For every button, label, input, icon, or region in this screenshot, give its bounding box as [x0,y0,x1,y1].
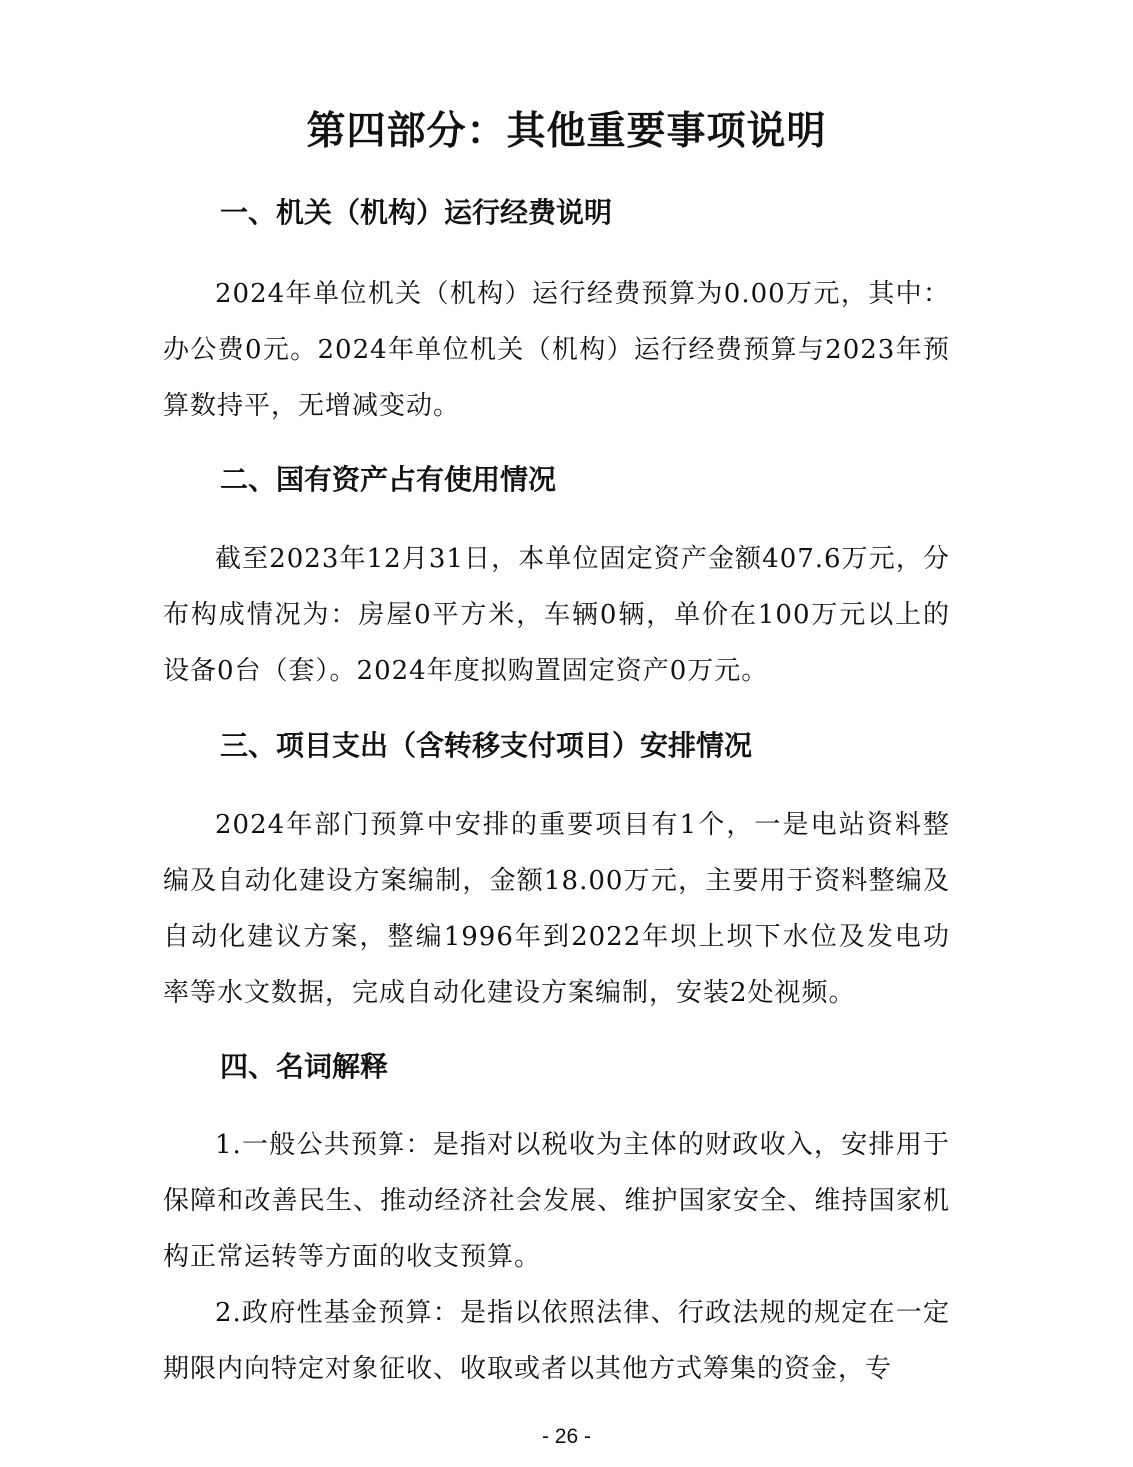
paragraph-project-expenditure: 2024年部门预算中安排的重要项目有1个，一是电站资料整编及自动化建设方案编制，金额18.00万元，主要用于资料整编及自动化建议方案，整编1996年到2022年坝上坝下水位及发电功率等水文数据，完成自动化建设方案编制，安装2处视频。 [163,810,950,1008]
paragraph-glossary-fund-budget: 2.政府性基金预算：是指以依照法律、行政法规的规定在一定期限内向特定对象征收、收取或者以其他方式筹集的资金，专 [163,1298,950,1384]
paragraph-state-assets: 截至2023年12月31日，本单位固定资产金额407.6万元，分布构成情况为：房屋0平方米，车辆0辆，单价在100万元以上的设备0台（套）。2024年度拟购置固定资产0万元。 [163,544,950,686]
section-heading-glossary: 四、名词解释 [220,1050,389,1083]
paragraph-glossary-general-budget: 1.一般公共预算：是指对以税收为主体的财政收入，安排用于保障和改善民生、推动经济社会发展、维护国家安全、维持国家机构正常运转等方面的收支预算。 [163,1130,950,1272]
section-heading-state-assets: 二、国有资产占有使用情况 [220,463,557,496]
section-heading-project-expenditure: 三、项目支出（含转移支付项目）安排情况 [220,729,753,762]
section-heading-operating-expenses: 一、机关（机构）运行经费说明 [220,196,613,229]
page-title: 第四部分：其他重要事项说明 [306,109,827,154]
paragraph-operating-expenses: 2024年单位机关（机构）运行经费预算为0.00万元，其中：办公费0元。2024年单位机关（机构）运行经费预算与2023年预算数持平，无增减变动。 [163,279,950,421]
page-number: - 26 - [541,1425,591,1448]
